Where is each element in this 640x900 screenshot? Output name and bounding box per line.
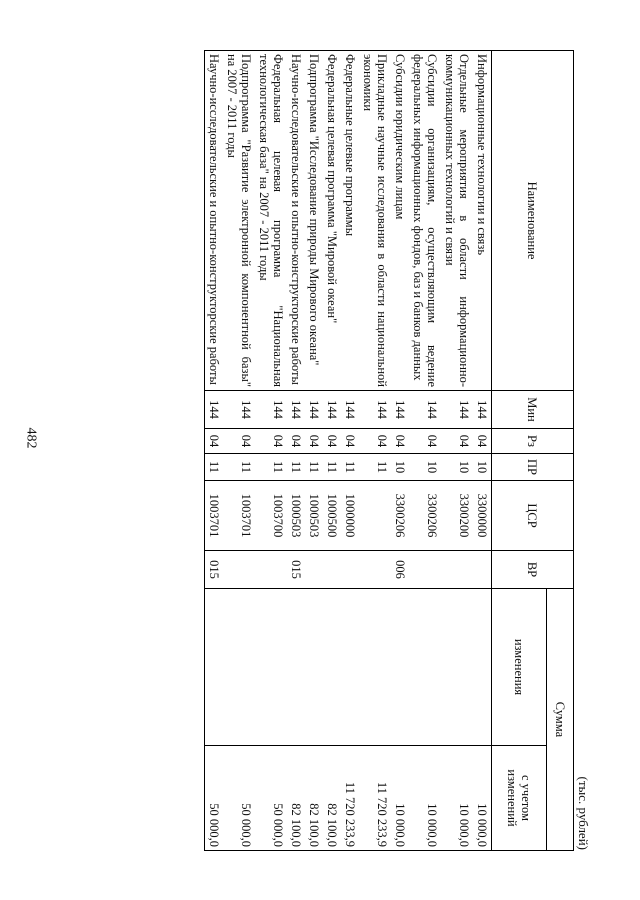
row-csr (359, 481, 391, 551)
table-row (359, 51, 391, 851)
row-name: Подпрограмма "Развитие электронной компонентной базы" на 2007 - 2011 годы (223, 51, 255, 391)
row-rz: 04 (323, 429, 341, 454)
row-pr: 10 (409, 454, 441, 481)
row-vr: 006 (391, 551, 409, 589)
row-name: Федеральные целевые программы (341, 51, 359, 391)
row-min: 144 (223, 391, 255, 429)
budget-table (204, 50, 574, 851)
row-rz: 04 (341, 429, 359, 454)
row-pr: 11 (323, 454, 341, 481)
row-total: 11 720 233,9 (359, 746, 391, 851)
table-row (341, 51, 359, 851)
row-changes (305, 589, 323, 746)
row-name: Федеральная целевая программа "Национальная технологическая база" на 2007 - 2011 годы (255, 51, 287, 391)
row-rz: 04 (473, 429, 492, 454)
row-csr: 1000000 (341, 481, 359, 551)
row-total: 11 720 233,9 (341, 746, 359, 851)
row-csr: 1003700 (255, 481, 287, 551)
row-min: 144 (409, 391, 441, 429)
row-changes (473, 589, 492, 746)
row-changes (341, 589, 359, 746)
table-row (409, 51, 441, 851)
row-vr (223, 551, 255, 589)
header-min: Мин (492, 391, 574, 429)
row-name: Прикладные научные исследования в области национальной экономики (359, 51, 391, 391)
row-changes (287, 589, 305, 746)
row-name: Информационные технологии и связь (473, 51, 492, 391)
row-vr (305, 551, 323, 589)
row-total: 10 000,0 (441, 746, 473, 851)
table-row (391, 51, 409, 851)
row-total: 82 100,0 (287, 746, 305, 851)
table-row (441, 51, 473, 851)
unit-label: (тыс. рублей) (576, 776, 591, 850)
table-row (305, 51, 323, 851)
row-min: 144 (205, 391, 224, 429)
row-rz: 04 (287, 429, 305, 454)
row-csr: 1003701 (205, 481, 224, 551)
row-csr: 3300200 (441, 481, 473, 551)
row-min: 144 (287, 391, 305, 429)
row-vr (473, 551, 492, 589)
row-min: 144 (359, 391, 391, 429)
header-rz: Рз (492, 429, 574, 454)
budget-table-sheet (110, 50, 590, 850)
row-min: 144 (441, 391, 473, 429)
row-rz: 04 (255, 429, 287, 454)
row-name: Научно-исследовательские и опытно-конструкторские работы (205, 51, 224, 391)
table-row (323, 51, 341, 851)
row-changes (359, 589, 391, 746)
table-row (255, 51, 287, 851)
row-min: 144 (323, 391, 341, 429)
row-rz: 04 (305, 429, 323, 454)
row-pr: 11 (205, 454, 224, 481)
row-changes (255, 589, 287, 746)
row-min: 144 (391, 391, 409, 429)
row-vr (255, 551, 287, 589)
row-vr: 015 (205, 551, 224, 589)
row-total: 50 000,0 (255, 746, 287, 851)
row-total: 82 100,0 (323, 746, 341, 851)
row-total: 10 000,0 (409, 746, 441, 851)
row-csr: 1000503 (287, 481, 305, 551)
table-row (205, 51, 224, 851)
row-name: Отдельные мероприятия в области информационно-коммуникационных технологий и связи (441, 51, 473, 391)
row-vr (359, 551, 391, 589)
row-pr: 10 (473, 454, 492, 481)
row-name: Научно-исследовательские и опытно-конструкторские работы (287, 51, 305, 391)
row-csr: 1003701 (223, 481, 255, 551)
row-total: 50 000,0 (205, 746, 224, 851)
row-min: 144 (341, 391, 359, 429)
page-number: 482 (23, 427, 39, 449)
row-name: Федеральная целевая программа "Мировой океан" (323, 51, 341, 391)
row-name: Подпрограмма "Исследование природы Мирового океана" (305, 51, 323, 391)
row-pr: 11 (255, 454, 287, 481)
table-row (473, 51, 492, 851)
row-vr (409, 551, 441, 589)
row-csr: 1000503 (305, 481, 323, 551)
header-name: Наименование (492, 51, 574, 391)
row-vr: 015 (287, 551, 305, 589)
row-changes (441, 589, 473, 746)
row-csr: 1000500 (323, 481, 341, 551)
row-vr (341, 551, 359, 589)
row-rz: 04 (223, 429, 255, 454)
table-row (223, 51, 255, 851)
row-changes (205, 589, 224, 746)
row-name: Субсидии юридическим лицам (391, 51, 409, 391)
row-csr: 3300206 (391, 481, 409, 551)
row-min: 144 (473, 391, 492, 429)
row-pr: 11 (223, 454, 255, 481)
row-pr: 10 (441, 454, 473, 481)
row-min: 144 (305, 391, 323, 429)
row-rz: 04 (409, 429, 441, 454)
header-sum: Сумма (547, 589, 574, 851)
row-rz: 04 (205, 429, 224, 454)
row-vr (441, 551, 473, 589)
row-changes (323, 589, 341, 746)
row-min: 144 (255, 391, 287, 429)
header-vr: ВР (492, 551, 574, 589)
row-changes (409, 589, 441, 746)
row-pr: 11 (305, 454, 323, 481)
header-pr: ПР (492, 454, 574, 481)
row-rz: 04 (391, 429, 409, 454)
header-csr: ЦСР (492, 481, 574, 551)
row-csr: 3300206 (409, 481, 441, 551)
row-changes (391, 589, 409, 746)
row-total: 50 000,0 (223, 746, 255, 851)
row-rz: 04 (359, 429, 391, 454)
row-vr (323, 551, 341, 589)
row-pr: 11 (359, 454, 391, 481)
row-total: 10 000,0 (391, 746, 409, 851)
row-changes (223, 589, 255, 746)
row-rz: 04 (441, 429, 473, 454)
row-csr: 3300000 (473, 481, 492, 551)
row-total: 82 100,0 (305, 746, 323, 851)
header-with-changes: с учетом изменений (492, 746, 547, 851)
row-total: 10 000,0 (473, 746, 492, 851)
table-row (287, 51, 305, 851)
row-pr: 11 (341, 454, 359, 481)
row-name: Субсидии организациям, осуществляющим ведение федеральных информационных фондов, баз и банков данных (409, 51, 441, 391)
row-pr: 10 (391, 454, 409, 481)
header-changes: изменения (492, 589, 547, 746)
row-pr: 11 (287, 454, 305, 481)
